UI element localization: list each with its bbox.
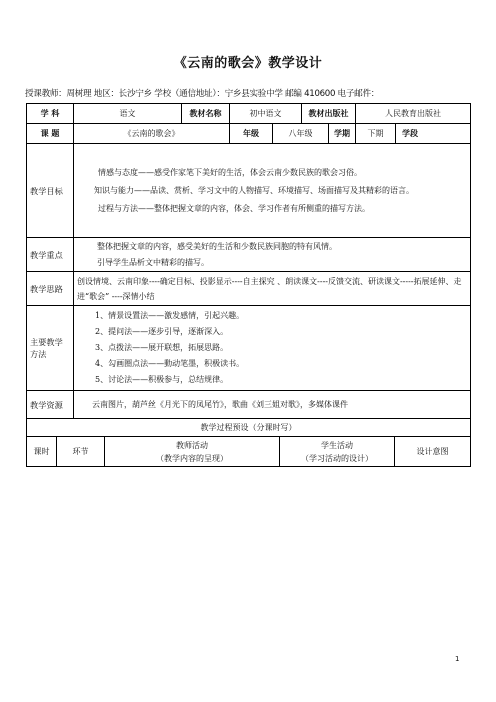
goals-content [74, 144, 471, 238]
process-table [26, 436, 471, 467]
teacher-info-line: 授课教师：周树理 地区：长沙宁乡 学校（通信地址）：宁乡县实验中学 邮编 410600 电子邮件： [25, 89, 380, 99]
approach-label: 教学思路 [27, 272, 74, 306]
design-intent-header: 设计意图 [395, 437, 471, 467]
subject-label: 学 科 [27, 104, 74, 124]
goal-line-process: 过程与方法——整体把握文章的内容，体会、学习作者有所侧重的描写方法。 [98, 203, 370, 213]
topic-label: 课 题 [27, 124, 74, 144]
section-label: 学段 [396, 124, 471, 144]
lesson-plan-table [26, 103, 471, 437]
method-line-4: 4、勾画圈点法——動动笔墨，积极读书。 [95, 359, 245, 368]
publisher-label: 教材出版社 [302, 104, 356, 124]
method-line-1: 1、情景设置法——激发感情，引起兴趣。 [95, 311, 245, 320]
stage-header: 环节 [57, 437, 105, 467]
topic-value: 《云南的歌会》 [74, 124, 230, 144]
publisher-value: 人民教育出版社 [356, 104, 471, 124]
term-label: 学期 [329, 124, 356, 144]
method-line-2: 2、提问法——逐步引导，逐渐深入。 [95, 327, 229, 336]
goal-line-knowledge: 知识与能力——品读、赏析、学习文中的人物描写、环境描写、场面描写及其精彩的语言。 [94, 185, 414, 195]
subject-value: 语文 [74, 104, 182, 124]
teacher-activity-header [105, 437, 280, 467]
material-label: 教材名称 [182, 104, 230, 124]
student-activity-header [280, 437, 395, 467]
teacher-activity-title: 教师活动 [176, 440, 208, 450]
key-line-1: 整体把握文章的内容，感受美好的生活和少数民族同胞的特有风情。 [97, 241, 337, 251]
methods-label: 主要教学方法 [27, 306, 74, 391]
resources-content: 云南图片，葫芦丝《月光下的凤尾竹》，歌曲《刘三姐对歌》，多媒体课件 [74, 391, 471, 419]
key-points-content [74, 238, 471, 272]
goal-line-emotion: 情感与态度——感受作家笔下美好的生活，体会云南少数民族的歌会习俗。 [98, 167, 362, 177]
approach-content: 创设情境、云南印象----确定目标、投影显示----自主探究 、朗读课文----反馈交流、研读课文-----拓展延伸、走进“歌会” ----深情小结 [74, 272, 471, 306]
grade-label: 年级 [230, 124, 273, 144]
key-points-label: 教学重点 [27, 238, 74, 272]
page-title: 《云南的歌会》教学设计 [173, 56, 323, 71]
term-value: 下期 [356, 124, 396, 144]
student-activity-title: 学生活动 [321, 440, 353, 450]
student-activity-subtitle: （学习活动的设计） [301, 453, 373, 463]
grade-value: 八年级 [273, 124, 329, 144]
page-number: 1 [455, 655, 460, 663]
material-value: 初中语文 [230, 104, 302, 124]
method-line-5: 5、讨论法——积极参与，总结规律。 [95, 375, 229, 384]
class-hour-header: 课时 [27, 437, 57, 467]
method-line-3: 3、点拨法——展开联想，拓展思路。 [95, 343, 229, 352]
key-line-2: 引导学生品析文中精彩的描写。 [97, 257, 209, 267]
resources-label: 教学资源 [27, 391, 74, 419]
goals-label: 教学目标 [27, 144, 74, 238]
teacher-activity-subtitle: （教学内容的呈现） [156, 453, 228, 463]
methods-content [74, 306, 471, 391]
process-header: 教学过程预设（分课时写） [27, 419, 471, 437]
